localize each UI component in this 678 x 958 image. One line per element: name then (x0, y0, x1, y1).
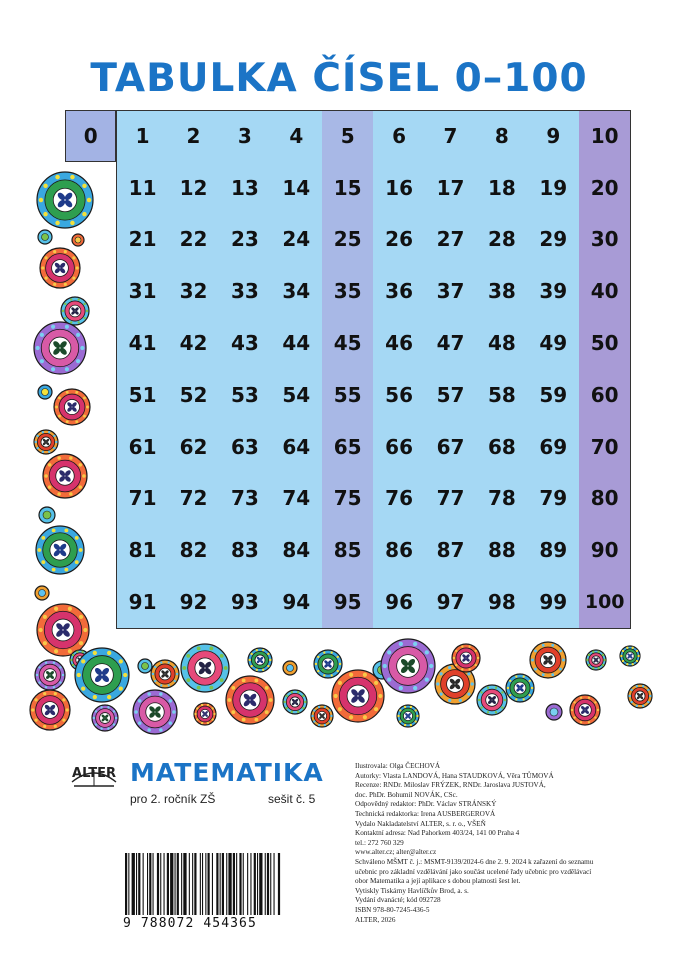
table-cell-89: 89 (528, 524, 580, 577)
table-cell-55: 55 (322, 369, 374, 422)
table-cell-96: 96 (373, 576, 425, 629)
table-cell-19: 19 (528, 162, 580, 215)
table-cell-48: 48 (476, 317, 528, 370)
table-cell-31: 31 (116, 265, 168, 318)
flower-icon (38, 385, 52, 399)
table-cell-0: 0 (65, 110, 116, 162)
table-cell-92: 92 (168, 576, 220, 629)
credit-line: ISBN 978-80-7245-436-5 (355, 905, 430, 914)
table-cell-34: 34 (271, 265, 323, 318)
flower-icon (133, 690, 177, 734)
table-cell-91: 91 (116, 576, 168, 629)
table-cell-62: 62 (168, 421, 220, 474)
table-cell-18: 18 (476, 162, 528, 215)
flower-icon (283, 690, 307, 714)
table-cell-51: 51 (116, 369, 168, 422)
table-cell-15: 15 (322, 162, 374, 215)
table-cell-35: 35 (322, 265, 374, 318)
table-cell-26: 26 (373, 214, 425, 267)
table-cell-7: 7 (425, 110, 477, 163)
table-cell-73: 73 (219, 473, 271, 526)
flower-icon (35, 660, 65, 690)
flower-icon (477, 685, 507, 715)
credit-line: doc. PhDr. Bohumil NOVÁK, CSc. (355, 790, 458, 799)
flower-icon (628, 684, 652, 708)
publisher-logo: ALTER (72, 766, 116, 781)
flower-icon (311, 705, 333, 727)
credit-line: ALTER, 2026 (355, 915, 396, 924)
credit-line: Ilustrovala: Olga ČECHOVÁ (355, 762, 441, 770)
table-cell-44: 44 (271, 317, 323, 370)
table-cell-11: 11 (116, 162, 168, 215)
table-cell-70: 70 (579, 421, 631, 474)
table-cell-54: 54 (271, 369, 323, 422)
credit-line: Odpovědný redaktor: PhDr. Václav STRÁNSKÝ (355, 800, 497, 809)
flower-icon (314, 650, 342, 678)
flower-icon (381, 639, 435, 693)
table-cell-97: 97 (425, 576, 477, 629)
table-cell-58: 58 (476, 369, 528, 422)
flower-icon (194, 703, 216, 725)
table-cell-68: 68 (476, 421, 528, 474)
table-cell-8: 8 (476, 110, 528, 163)
table-cell-25: 25 (322, 214, 374, 267)
table-cell-13: 13 (219, 162, 271, 215)
number-table (65, 110, 630, 628)
grade-label: pro 2. ročník ZŠ (130, 792, 216, 806)
table-cell-14: 14 (271, 162, 323, 215)
table-cell-39: 39 (528, 265, 580, 318)
table-cell-83: 83 (219, 524, 271, 577)
flower-icon (181, 644, 229, 692)
table-cell-24: 24 (271, 214, 323, 267)
flower-icon (332, 670, 384, 722)
book-title: MATEMATIKA (130, 758, 324, 787)
flower-icon (283, 661, 297, 675)
flower-icon (39, 507, 55, 523)
table-cell-74: 74 (271, 473, 323, 526)
table-cell-71: 71 (116, 473, 168, 526)
table-cell-77: 77 (425, 473, 477, 526)
table-cell-12: 12 (168, 162, 220, 215)
flower-icon (38, 230, 52, 244)
credit-line: Recenze: RNDr. Miloslav FRÝZEK, RNDr. Jaroslava JUSTOVÁ, (355, 781, 546, 790)
table-cell-98: 98 (476, 576, 528, 629)
credit-line: tel.: 272 760 329 (355, 838, 404, 847)
table-cell-88: 88 (476, 524, 528, 577)
table-cell-28: 28 (476, 214, 528, 267)
table-cell-46: 46 (373, 317, 425, 370)
table-cell-69: 69 (528, 421, 580, 474)
flower-icon (570, 695, 600, 725)
flower-icon (138, 659, 152, 673)
table-cell-43: 43 (219, 317, 271, 370)
table-cell-2: 2 (168, 110, 220, 163)
credit-line: učebnic pro základní vzdělávání jako součást ucelené řady učebnic pro vzdělávací (355, 867, 592, 876)
table-cell-22: 22 (168, 214, 220, 267)
flower-icon (35, 586, 49, 600)
table-cell-57: 57 (425, 369, 477, 422)
credit-line: Vydání dvanácté; kód 092728 (355, 896, 441, 905)
barcode-icon (123, 853, 343, 915)
table-cell-41: 41 (116, 317, 168, 370)
table-cell-84: 84 (271, 524, 323, 577)
page-title: TABULKA ČÍSEL 0–100 (90, 56, 588, 101)
table-cell-33: 33 (219, 265, 271, 318)
table-cell-30: 30 (579, 214, 631, 267)
table-cell-49: 49 (528, 317, 580, 370)
credit-line: www.alter.cz; alter@alter.cz (355, 848, 437, 857)
table-cell-3: 3 (219, 110, 271, 163)
table-cell-80: 80 (579, 473, 631, 526)
table-cell-90: 90 (579, 524, 631, 577)
flower-icon (530, 642, 566, 678)
table-cell-1: 1 (116, 110, 168, 163)
flower-icon (506, 674, 534, 702)
credit-line: Kontaktní adresa: Nad Pahorkem 403/24, 141 00 Praha 4 (355, 829, 520, 838)
flower-icon (373, 661, 391, 679)
table-cell-52: 52 (168, 369, 220, 422)
credit-line: obor Matematika a její aplikace s dobou platnosti šest let. (355, 877, 521, 886)
flower-icon (92, 705, 118, 731)
flower-icon (34, 430, 58, 454)
credit-line: Vytiskly Tiskárny Havlíčkův Brod, a. s. (355, 886, 469, 895)
table-cell-53: 53 (219, 369, 271, 422)
table-cell-36: 36 (373, 265, 425, 318)
table-cell-82: 82 (168, 524, 220, 577)
table-cell-61: 61 (116, 421, 168, 474)
table-cell-5: 5 (322, 110, 374, 163)
flower-icon (397, 705, 419, 727)
table-cell-87: 87 (425, 524, 477, 577)
table-cell-23: 23 (219, 214, 271, 267)
table-cell-6: 6 (373, 110, 425, 163)
table-cell-10: 10 (579, 110, 631, 163)
credit-line: Autorky: Vlasta LANDOVÁ, Hana STAUDKOVÁ, Věra TŮMOVÁ (355, 771, 554, 780)
flower-icon (151, 660, 179, 688)
table-cell-40: 40 (579, 265, 631, 318)
table-cell-78: 78 (476, 473, 528, 526)
table-cell-99: 99 (528, 576, 580, 629)
flower-icon (586, 650, 606, 670)
flower-icon (435, 664, 475, 704)
flower-icon (75, 648, 129, 702)
table-cell-100: 100 (579, 576, 631, 629)
table-cell-93: 93 (219, 576, 271, 629)
credit-line: Vydalo Nakladatelství ALTER, s. r. o., VŠEŇ (355, 819, 486, 828)
table-cell-79: 79 (528, 473, 580, 526)
table-cell-81: 81 (116, 524, 168, 577)
table-cell-50: 50 (579, 317, 631, 370)
flower-icon (70, 650, 90, 670)
table-cell-45: 45 (322, 317, 374, 370)
table-cell-85: 85 (322, 524, 374, 577)
table-cell-42: 42 (168, 317, 220, 370)
table-cell-27: 27 (425, 214, 477, 267)
table-cell-17: 17 (425, 162, 477, 215)
table-cell-59: 59 (528, 369, 580, 422)
flower-icon (452, 644, 480, 672)
flower-icon (620, 646, 640, 666)
table-cell-86: 86 (373, 524, 425, 577)
table-cell-65: 65 (322, 421, 374, 474)
flower-icon (248, 648, 272, 672)
table-cell-66: 66 (373, 421, 425, 474)
table-cell-21: 21 (116, 214, 168, 267)
table-cell-75: 75 (322, 473, 374, 526)
table-cell-67: 67 (425, 421, 477, 474)
table-cell-56: 56 (373, 369, 425, 422)
flower-icon (30, 690, 70, 730)
table-cell-20: 20 (579, 162, 631, 215)
flower-icon (226, 676, 274, 724)
table-cell-9: 9 (528, 110, 580, 163)
table-cell-72: 72 (168, 473, 220, 526)
credits-block (355, 762, 655, 925)
flower-icon (546, 704, 562, 720)
table-cell-64: 64 (271, 421, 323, 474)
workbook-label: sešit č. 5 (268, 792, 316, 806)
table-cell-4: 4 (271, 110, 323, 163)
credit-line: Technická redaktorka: Irena AUSBERGEROVÁ (355, 809, 496, 818)
table-cell-29: 29 (528, 214, 580, 267)
table-cell-95: 95 (322, 576, 374, 629)
barcode-number: 9 788072 454365 (123, 916, 257, 931)
table-cell-37: 37 (425, 265, 477, 318)
table-cell-47: 47 (425, 317, 477, 370)
table-cell-63: 63 (219, 421, 271, 474)
credit-line: Schváleno MŠMT č. j.: MSMT-9139/2024-6 dne 2. 9. 2024 k zařazení do seznamu (355, 857, 594, 866)
table-cell-16: 16 (373, 162, 425, 215)
table-cell-76: 76 (373, 473, 425, 526)
table-cell-60: 60 (579, 369, 631, 422)
table-cell-32: 32 (168, 265, 220, 318)
table-cell-38: 38 (476, 265, 528, 318)
table-cell-94: 94 (271, 576, 323, 629)
